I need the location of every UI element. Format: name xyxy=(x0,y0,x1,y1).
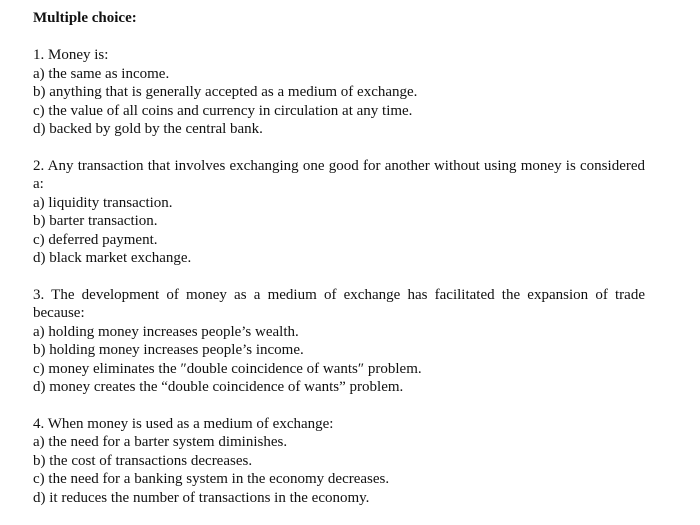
answer-option-c: c) the need for a banking system in the economy decreases. xyxy=(33,471,390,487)
answer-option-b: b) holding money increases people’s income. xyxy=(33,342,304,358)
document-page xyxy=(33,8,645,525)
question-stem: 2. Any transaction that involves exchanging one good for another without using money is considered a: xyxy=(33,157,645,192)
answer-option-d: d) black market exchange. xyxy=(33,250,192,266)
question-3 xyxy=(33,286,645,397)
answer-option-a: a) the same as income. xyxy=(33,65,170,82)
answer-option-b: b) anything that is generally accepted as a medium of exchange. xyxy=(33,84,418,100)
answer-option-c: c) the value of all coins and currency in circulation at any time. xyxy=(33,102,413,119)
question-1 xyxy=(33,46,645,139)
question-stem: 4. When money is used as a medium of exchange: xyxy=(33,415,334,432)
answer-option-d: d) it reduces the number of transactions in the economy. xyxy=(33,489,370,506)
answer-option-d: d) backed by gold by the central bank. xyxy=(33,121,263,137)
question-stem: 1. Money is: xyxy=(33,47,109,63)
question-4 xyxy=(33,415,645,508)
question-2 xyxy=(33,157,645,268)
answer-option-a: a) the need for a barter system diminishes. xyxy=(33,434,288,450)
answer-option-b: b) the cost of transactions decreases. xyxy=(33,452,253,469)
section-heading: Multiple choice: xyxy=(33,10,137,26)
answer-option-d: d) money creates the “double coincidence of wants” problem. xyxy=(33,379,404,395)
answer-option-a: a) holding money increases people’s wealth. xyxy=(33,323,299,340)
answer-option-c: c) money eliminates the ″double coincidence of wants″ problem. xyxy=(33,360,422,377)
answer-option-c: c) deferred payment. xyxy=(33,231,158,248)
answer-option-a: a) liquidity transaction. xyxy=(33,194,173,211)
answer-option-b: b) barter transaction. xyxy=(33,213,158,229)
question-stem: 3. The development of money as a medium of exchange has facilitated the expansion of trade because: xyxy=(33,286,645,321)
